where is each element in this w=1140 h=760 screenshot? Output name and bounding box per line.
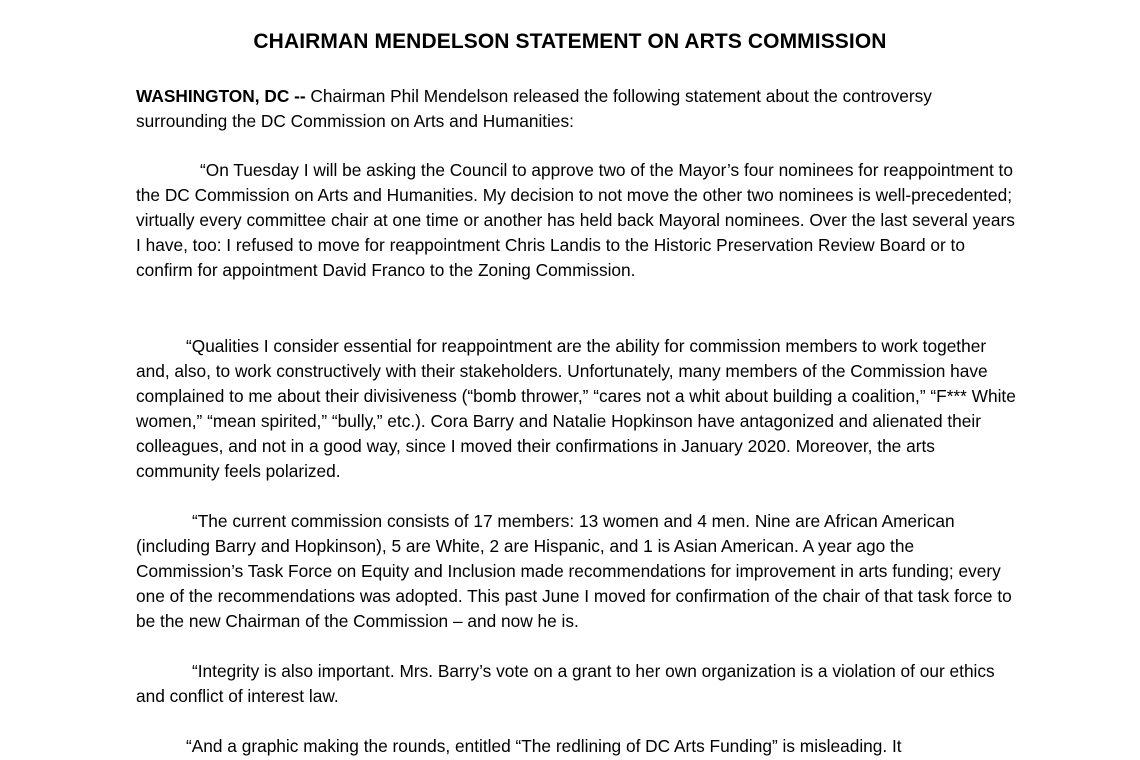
statement-paragraph-3: “The current commission consists of 17 members: 13 women and 4 men. Nine are African American (including Barry and Hopkinson), 5 are White, 2 are Hispanic, and 1 is Asian American. A year ago the Commission’s Task Force on Equity and Inclusion made recommendations for improvement in arts funding; every one of the recommendations was adopted. This past June I moved for confirmation of the chair of that task force to be the new Chairman of the Commission – and now he is.: [136, 511, 1012, 631]
intro-paragraph: [136, 84, 1016, 134]
statement-paragraph-2: “Qualities I consider essential for reappointment are the ability for commission members to work together and, also, to work constructively with their stakeholders. Unfortunately, many members of the Commission have complained to me about their divisiveness (“bomb thrower,” “cares not a whit about building a coalition,” “F*** White women,” “mean spirited,” “bully,” etc.). Cora Barry and Natalie Hopkinson have antagonized and alienated their colleagues, and not in a good way, since I moved their confirmations in January 2020. Moreover, the arts community feels polarized.: [136, 336, 1016, 481]
document-title: CHAIRMAN MENDELSON STATEMENT ON ARTS COMMISSION: [253, 30, 887, 53]
intro-text: Chairman Phil Mendelson released the following statement about the controversy surrounding the DC Commission on Arts and Humanities:: [136, 86, 932, 131]
statement-paragraph-1: “On Tuesday I will be asking the Council to approve two of the Mayor’s four nominees for reappointment to the DC Commission on Arts and Humanities. My decision to not move the other two nominees is well-precedented; virtually every committee chair at one time or another has held back Mayoral nominees. Over the last several years I have, too: I refused to move for reappointment Chris Landis to the Historic Preservation Review Board or to confirm for appointment David Franco to the Zoning Commission.: [136, 160, 1015, 280]
statement-paragraph-5: “And a graphic making the rounds, entitled “The redlining of DC Arts Funding” is misleading. It: [186, 736, 902, 756]
dateline: WASHINGTON, DC --: [136, 86, 306, 106]
statement-paragraph-4: “Integrity is also important. Mrs. Barry’s vote on a grant to her own organization is a violation of our ethics and conflict of interest law.: [136, 661, 995, 706]
